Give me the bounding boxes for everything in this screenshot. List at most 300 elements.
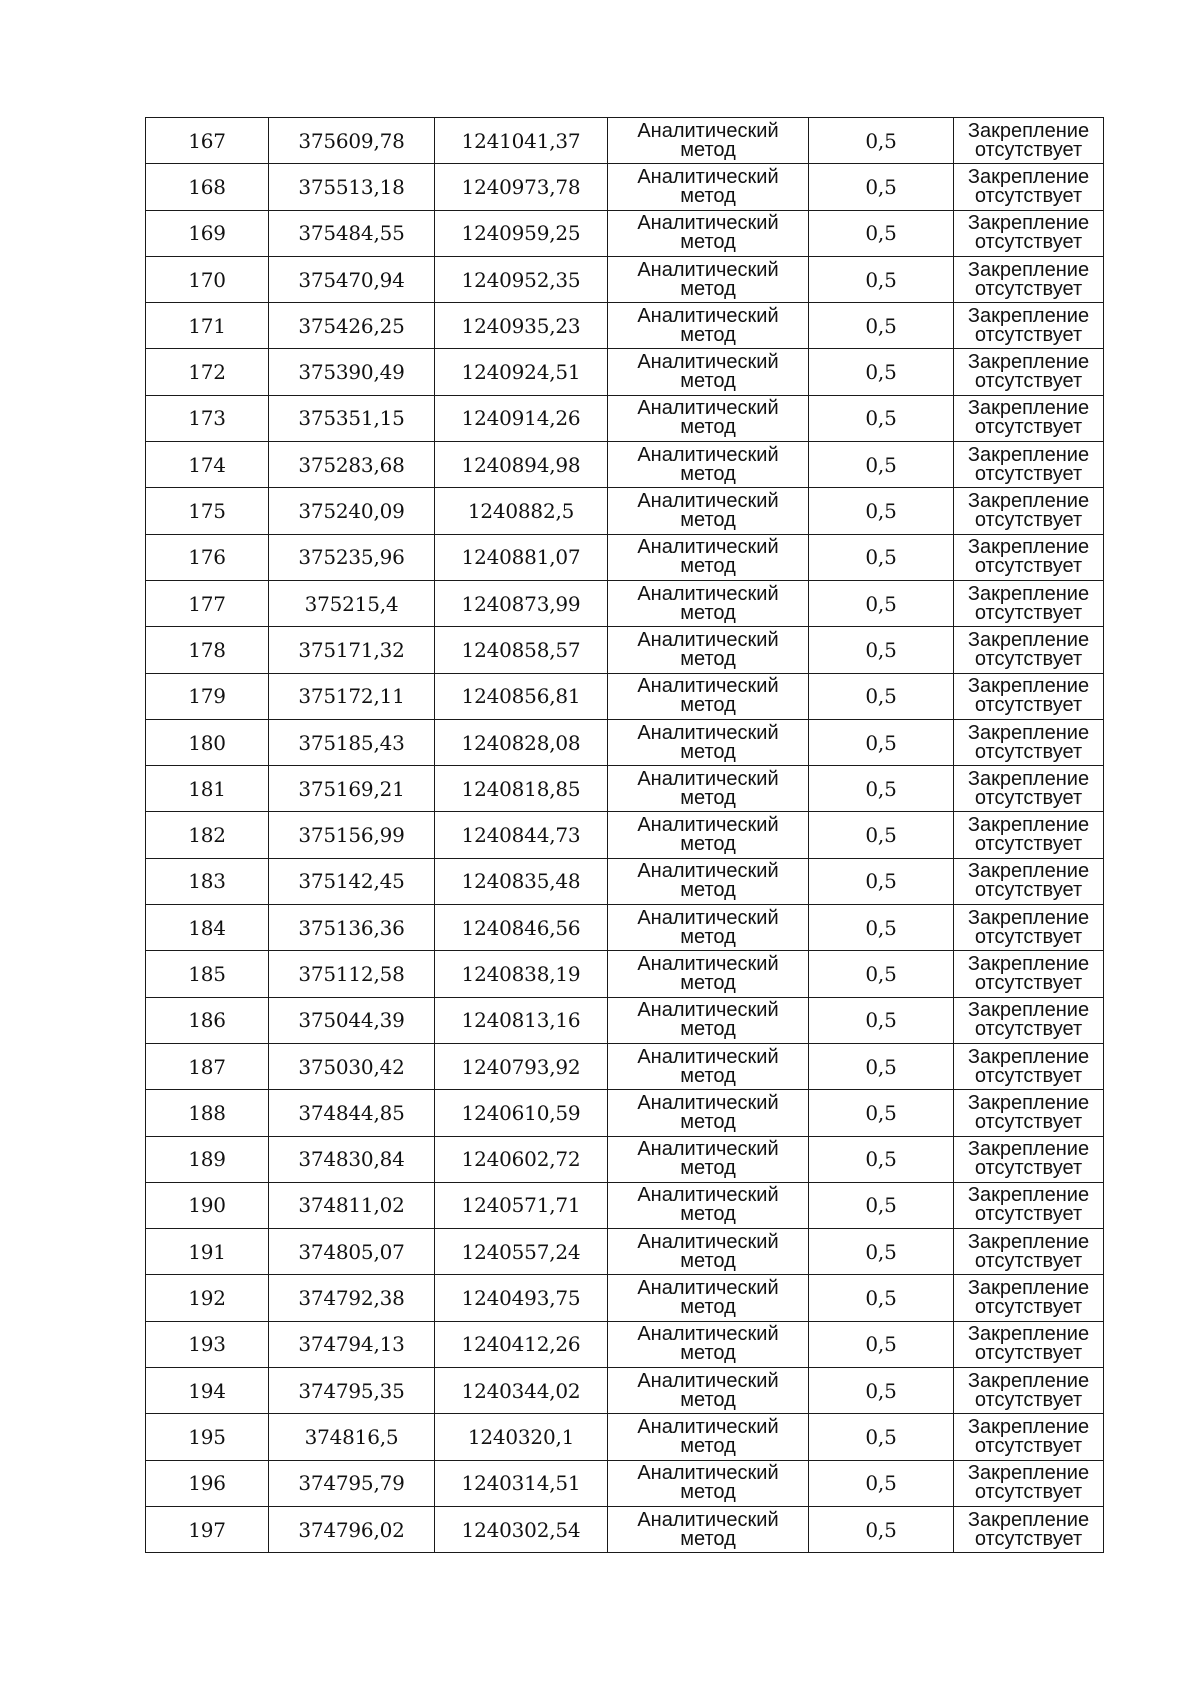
fixation-cell-line-2: отсутствует xyxy=(974,1296,1083,1319)
y-coordinate-cell: 1240557,24 xyxy=(435,1229,608,1275)
y-coordinate-cell: 1240835,48 xyxy=(435,858,608,904)
accuracy-cell: 0,5 xyxy=(809,256,954,302)
fixation-cell-line-2: отсутствует xyxy=(974,1388,1083,1411)
accuracy-cell: 0,5 xyxy=(809,858,954,904)
x-coordinate-cell: 375112,58 xyxy=(269,951,435,997)
method-cell-line-2: метод xyxy=(680,416,736,439)
method-cell xyxy=(608,905,809,951)
method-cell xyxy=(608,164,809,210)
fixation-cell xyxy=(954,997,1104,1043)
x-coordinate-cell: 375351,15 xyxy=(269,395,435,441)
accuracy-cell: 0,5 xyxy=(809,1043,954,1089)
fixation-cell-line-2: отсутствует xyxy=(974,138,1083,161)
fixation-cell-line-2: отсутствует xyxy=(974,231,1083,254)
fixation-cell-line-1: Закрепление xyxy=(967,304,1090,327)
fixation-cell-line-2: отсутствует xyxy=(974,462,1083,485)
table-row xyxy=(146,488,1104,534)
x-coordinate-cell: 374794,13 xyxy=(269,1321,435,1367)
method-cell-line-2: метод xyxy=(680,786,736,809)
table-row xyxy=(146,1506,1104,1552)
table-row xyxy=(146,1414,1104,1460)
y-coordinate-cell: 1240873,99 xyxy=(435,580,608,626)
method-cell xyxy=(608,210,809,256)
y-coordinate-cell: 1241041,37 xyxy=(435,118,608,164)
fixation-cell-line-1: Закрепление xyxy=(967,119,1090,142)
method-cell-line-1: Аналитический xyxy=(637,1184,779,1207)
method-cell-line-1: Аналитический xyxy=(637,536,779,559)
fixation-cell-line-1: Закрепление xyxy=(967,1045,1090,1068)
method-cell-line-2: метод xyxy=(680,1296,736,1319)
method-cell-line-1: Аналитический xyxy=(637,212,779,235)
x-coordinate-cell: 375142,45 xyxy=(269,858,435,904)
x-coordinate-cell: 374830,84 xyxy=(269,1136,435,1182)
x-coordinate-cell: 374844,85 xyxy=(269,1090,435,1136)
fixation-cell-line-1: Закрепление xyxy=(967,767,1090,790)
method-cell-line-2: метод xyxy=(680,323,736,346)
fixation-cell-line-2: отсутствует xyxy=(974,1064,1083,1087)
table-row xyxy=(146,905,1104,951)
method-cell-line-2: метод xyxy=(680,555,736,578)
x-coordinate-cell: 375390,49 xyxy=(269,349,435,395)
fixation-cell-line-1: Закрепление xyxy=(967,1415,1090,1438)
fixation-cell-line-2: отсутствует xyxy=(974,971,1083,994)
fixation-cell-line-2: отсутствует xyxy=(974,647,1083,670)
fixation-cell xyxy=(954,627,1104,673)
fixation-cell-line-2: отсутствует xyxy=(974,509,1083,532)
y-coordinate-cell: 1240838,19 xyxy=(435,951,608,997)
table-row xyxy=(146,1182,1104,1228)
y-coordinate-cell: 1240412,26 xyxy=(435,1321,608,1367)
method-cell-line-2: метод xyxy=(680,1064,736,1087)
fixation-cell-line-1: Закрепление xyxy=(967,397,1090,420)
fixation-cell xyxy=(954,951,1104,997)
method-cell xyxy=(608,534,809,580)
x-coordinate-cell: 374805,07 xyxy=(269,1229,435,1275)
table-row xyxy=(146,1275,1104,1321)
fixation-cell-line-2: отсутствует xyxy=(974,786,1083,809)
method-cell xyxy=(608,627,809,673)
method-cell-line-1: Аналитический xyxy=(637,258,779,281)
fixation-cell-line-2: отсутствует xyxy=(974,1434,1083,1457)
fixation-cell xyxy=(954,118,1104,164)
accuracy-cell: 0,5 xyxy=(809,719,954,765)
y-coordinate-cell: 1240302,54 xyxy=(435,1506,608,1552)
accuracy-cell: 0,5 xyxy=(809,673,954,719)
fixation-cell-line-1: Закрепление xyxy=(967,258,1090,281)
fixation-cell xyxy=(954,164,1104,210)
point-number-cell: 177 xyxy=(146,580,269,626)
accuracy-cell: 0,5 xyxy=(809,997,954,1043)
method-cell-line-1: Аналитический xyxy=(637,952,779,975)
fixation-cell-line-1: Закрепление xyxy=(967,536,1090,559)
fixation-cell-line-2: отсутствует xyxy=(974,323,1083,346)
method-cell-line-1: Аналитический xyxy=(637,582,779,605)
fixation-cell xyxy=(954,1414,1104,1460)
method-cell-line-2: метод xyxy=(680,184,736,207)
fixation-cell-line-2: отсутствует xyxy=(974,370,1083,393)
table-row xyxy=(146,812,1104,858)
x-coordinate-cell: 375484,55 xyxy=(269,210,435,256)
table-row xyxy=(146,1460,1104,1506)
point-number-cell: 182 xyxy=(146,812,269,858)
method-cell-line-2: метод xyxy=(680,1203,736,1226)
y-coordinate-cell: 1240856,81 xyxy=(435,673,608,719)
fixation-cell-line-2: отсутствует xyxy=(974,833,1083,856)
method-cell-line-1: Аналитический xyxy=(637,304,779,327)
fixation-cell-line-2: отсутствует xyxy=(974,601,1083,624)
method-cell-line-2: метод xyxy=(680,1434,736,1457)
fixation-cell-line-1: Закрепление xyxy=(967,1508,1090,1531)
point-number-cell: 186 xyxy=(146,997,269,1043)
point-number-cell: 178 xyxy=(146,627,269,673)
y-coordinate-cell: 1240882,5 xyxy=(435,488,608,534)
x-coordinate-cell: 375215,4 xyxy=(269,580,435,626)
method-cell-line-1: Аналитический xyxy=(637,999,779,1022)
y-coordinate-cell: 1240894,98 xyxy=(435,442,608,488)
method-cell-line-1: Аналитический xyxy=(637,860,779,883)
y-coordinate-cell: 1240610,59 xyxy=(435,1090,608,1136)
x-coordinate-cell: 375426,25 xyxy=(269,303,435,349)
point-number-cell: 184 xyxy=(146,905,269,951)
method-cell xyxy=(608,118,809,164)
x-coordinate-cell: 375136,36 xyxy=(269,905,435,951)
table-row xyxy=(146,534,1104,580)
fixation-cell-line-1: Закрепление xyxy=(967,1277,1090,1300)
method-cell-line-2: метод xyxy=(680,509,736,532)
accuracy-cell: 0,5 xyxy=(809,442,954,488)
point-number-cell: 193 xyxy=(146,1321,269,1367)
fixation-cell-line-2: отсутствует xyxy=(974,1342,1083,1365)
method-cell-line-1: Аналитический xyxy=(637,1323,779,1346)
accuracy-cell: 0,5 xyxy=(809,395,954,441)
accuracy-cell: 0,5 xyxy=(809,1460,954,1506)
accuracy-cell: 0,5 xyxy=(809,951,954,997)
method-cell-line-1: Аналитический xyxy=(637,165,779,188)
x-coordinate-cell: 374816,5 xyxy=(269,1414,435,1460)
table-row xyxy=(146,303,1104,349)
table-body xyxy=(146,118,1104,1553)
method-cell-line-2: метод xyxy=(680,1157,736,1180)
point-number-cell: 187 xyxy=(146,1043,269,1089)
fixation-cell xyxy=(954,1090,1104,1136)
fixation-cell-line-1: Закрепление xyxy=(967,860,1090,883)
y-coordinate-cell: 1240858,57 xyxy=(435,627,608,673)
method-cell xyxy=(608,673,809,719)
method-cell-line-2: метод xyxy=(680,462,736,485)
y-coordinate-cell: 1240571,71 xyxy=(435,1182,608,1228)
method-cell xyxy=(608,719,809,765)
table-row xyxy=(146,1229,1104,1275)
y-coordinate-cell: 1240828,08 xyxy=(435,719,608,765)
accuracy-cell: 0,5 xyxy=(809,1368,954,1414)
y-coordinate-cell: 1240818,85 xyxy=(435,766,608,812)
method-cell xyxy=(608,1136,809,1182)
method-cell-line-2: метод xyxy=(680,277,736,300)
fixation-cell xyxy=(954,1321,1104,1367)
accuracy-cell: 0,5 xyxy=(809,1414,954,1460)
accuracy-cell: 0,5 xyxy=(809,488,954,534)
method-cell-line-1: Аналитический xyxy=(637,628,779,651)
table-row xyxy=(146,673,1104,719)
x-coordinate-cell: 375240,09 xyxy=(269,488,435,534)
table-row xyxy=(146,256,1104,302)
table-row xyxy=(146,1136,1104,1182)
point-number-cell: 188 xyxy=(146,1090,269,1136)
fixation-cell xyxy=(954,905,1104,951)
fixation-cell xyxy=(954,1506,1104,1552)
point-number-cell: 196 xyxy=(146,1460,269,1506)
method-cell xyxy=(608,1182,809,1228)
x-coordinate-cell: 375172,11 xyxy=(269,673,435,719)
method-cell-line-1: Аналитический xyxy=(637,397,779,420)
fixation-cell xyxy=(954,1043,1104,1089)
accuracy-cell: 0,5 xyxy=(809,1136,954,1182)
table-row xyxy=(146,164,1104,210)
accuracy-cell: 0,5 xyxy=(809,627,954,673)
table-row xyxy=(146,858,1104,904)
fixation-cell-line-1: Закрепление xyxy=(967,351,1090,374)
method-cell xyxy=(608,997,809,1043)
method-cell xyxy=(608,1229,809,1275)
x-coordinate-cell: 375185,43 xyxy=(269,719,435,765)
table-row xyxy=(146,395,1104,441)
method-cell-line-1: Аналитический xyxy=(637,443,779,466)
point-number-cell: 169 xyxy=(146,210,269,256)
table-row xyxy=(146,997,1104,1043)
point-number-cell: 197 xyxy=(146,1506,269,1552)
method-cell-line-1: Аналитический xyxy=(637,1508,779,1531)
fixation-cell-line-2: отсутствует xyxy=(974,1203,1083,1226)
fixation-cell xyxy=(954,673,1104,719)
method-cell-line-2: метод xyxy=(680,925,736,948)
x-coordinate-cell: 374811,02 xyxy=(269,1182,435,1228)
y-coordinate-cell: 1240924,51 xyxy=(435,349,608,395)
x-coordinate-cell: 374796,02 xyxy=(269,1506,435,1552)
method-cell-line-1: Аналитический xyxy=(637,767,779,790)
accuracy-cell: 0,5 xyxy=(809,766,954,812)
accuracy-cell: 0,5 xyxy=(809,164,954,210)
point-number-cell: 176 xyxy=(146,534,269,580)
accuracy-cell: 0,5 xyxy=(809,580,954,626)
method-cell-line-1: Аналитический xyxy=(637,814,779,837)
method-cell-line-2: метод xyxy=(680,1388,736,1411)
method-cell-line-2: метод xyxy=(680,138,736,161)
point-number-cell: 181 xyxy=(146,766,269,812)
method-cell xyxy=(608,580,809,626)
accuracy-cell: 0,5 xyxy=(809,905,954,951)
fixation-cell-line-1: Закрепление xyxy=(967,443,1090,466)
fixation-cell-line-2: отсутствует xyxy=(974,1157,1083,1180)
method-cell-line-2: метод xyxy=(680,740,736,763)
method-cell-line-2: метод xyxy=(680,647,736,670)
accuracy-cell: 0,5 xyxy=(809,1275,954,1321)
y-coordinate-cell: 1240973,78 xyxy=(435,164,608,210)
fixation-cell-line-1: Закрепление xyxy=(967,1369,1090,1392)
method-cell xyxy=(608,1275,809,1321)
accuracy-cell: 0,5 xyxy=(809,812,954,858)
method-cell xyxy=(608,1368,809,1414)
x-coordinate-cell: 375470,94 xyxy=(269,256,435,302)
method-cell-line-1: Аналитический xyxy=(637,1138,779,1161)
method-cell-line-1: Аналитический xyxy=(637,1277,779,1300)
table-row xyxy=(146,580,1104,626)
x-coordinate-cell: 375044,39 xyxy=(269,997,435,1043)
x-coordinate-cell: 375169,21 xyxy=(269,766,435,812)
y-coordinate-cell: 1240344,02 xyxy=(435,1368,608,1414)
accuracy-cell: 0,5 xyxy=(809,1090,954,1136)
method-cell-line-2: метод xyxy=(680,1527,736,1550)
point-number-cell: 170 xyxy=(146,256,269,302)
fixation-cell-line-1: Закрепление xyxy=(967,814,1090,837)
fixation-cell xyxy=(954,812,1104,858)
method-cell xyxy=(608,1414,809,1460)
accuracy-cell: 0,5 xyxy=(809,118,954,164)
fixation-cell xyxy=(954,395,1104,441)
method-cell-line-1: Аналитический xyxy=(637,721,779,744)
method-cell-line-2: метод xyxy=(680,1481,736,1504)
fixation-cell-line-1: Закрепление xyxy=(967,1323,1090,1346)
method-cell-line-2: метод xyxy=(680,1110,736,1133)
point-number-cell: 174 xyxy=(146,442,269,488)
fixation-cell-line-1: Закрепление xyxy=(967,165,1090,188)
fixation-cell xyxy=(954,766,1104,812)
fixation-cell xyxy=(954,442,1104,488)
fixation-cell-line-1: Закрепление xyxy=(967,721,1090,744)
y-coordinate-cell: 1240320,1 xyxy=(435,1414,608,1460)
method-cell xyxy=(608,951,809,997)
x-coordinate-cell: 375609,78 xyxy=(269,118,435,164)
point-number-cell: 172 xyxy=(146,349,269,395)
fixation-cell-line-1: Закрепление xyxy=(967,675,1090,698)
point-number-cell: 179 xyxy=(146,673,269,719)
method-cell-line-2: метод xyxy=(680,601,736,624)
x-coordinate-cell: 375171,32 xyxy=(269,627,435,673)
table-row xyxy=(146,1321,1104,1367)
point-number-cell: 168 xyxy=(146,164,269,210)
method-cell-line-2: метод xyxy=(680,971,736,994)
fixation-cell-line-2: отсутствует xyxy=(974,1110,1083,1133)
method-cell-line-1: Аналитический xyxy=(637,1091,779,1114)
fixation-cell xyxy=(954,1229,1104,1275)
method-cell xyxy=(608,1090,809,1136)
method-cell-line-2: метод xyxy=(680,694,736,717)
method-cell-line-2: метод xyxy=(680,879,736,902)
fixation-cell-line-2: отсутствует xyxy=(974,1018,1083,1041)
method-cell xyxy=(608,858,809,904)
method-cell xyxy=(608,1460,809,1506)
fixation-cell xyxy=(954,1460,1104,1506)
accuracy-cell: 0,5 xyxy=(809,1229,954,1275)
method-cell-line-1: Аналитический xyxy=(637,1369,779,1392)
y-coordinate-cell: 1240846,56 xyxy=(435,905,608,951)
point-number-cell: 175 xyxy=(146,488,269,534)
method-cell xyxy=(608,395,809,441)
fixation-cell-line-2: отсутствует xyxy=(974,694,1083,717)
y-coordinate-cell: 1240602,72 xyxy=(435,1136,608,1182)
y-coordinate-cell: 1240793,92 xyxy=(435,1043,608,1089)
point-number-cell: 189 xyxy=(146,1136,269,1182)
method-cell-line-1: Аналитический xyxy=(637,119,779,142)
accuracy-cell: 0,5 xyxy=(809,349,954,395)
fixation-cell xyxy=(954,1275,1104,1321)
method-cell-line-1: Аналитический xyxy=(637,351,779,374)
accuracy-cell: 0,5 xyxy=(809,1506,954,1552)
fixation-cell xyxy=(954,488,1104,534)
method-cell-line-2: метод xyxy=(680,1342,736,1365)
fixation-cell xyxy=(954,858,1104,904)
point-number-cell: 195 xyxy=(146,1414,269,1460)
point-number-cell: 185 xyxy=(146,951,269,997)
x-coordinate-cell: 375235,96 xyxy=(269,534,435,580)
point-number-cell: 192 xyxy=(146,1275,269,1321)
y-coordinate-cell: 1240935,23 xyxy=(435,303,608,349)
y-coordinate-cell: 1240952,35 xyxy=(435,256,608,302)
x-coordinate-cell: 375283,68 xyxy=(269,442,435,488)
method-cell xyxy=(608,812,809,858)
method-cell-line-1: Аналитический xyxy=(637,490,779,513)
fixation-cell-line-2: отсутствует xyxy=(974,555,1083,578)
table-row xyxy=(146,951,1104,997)
fixation-cell xyxy=(954,1368,1104,1414)
fixation-cell xyxy=(954,349,1104,395)
fixation-cell xyxy=(954,719,1104,765)
fixation-cell-line-1: Закрепление xyxy=(967,1184,1090,1207)
x-coordinate-cell: 375156,99 xyxy=(269,812,435,858)
method-cell-line-2: метод xyxy=(680,1018,736,1041)
method-cell xyxy=(608,488,809,534)
method-cell-line-2: метод xyxy=(680,231,736,254)
table-row xyxy=(146,1043,1104,1089)
accuracy-cell: 0,5 xyxy=(809,1182,954,1228)
method-cell xyxy=(608,256,809,302)
fixation-cell-line-2: отсутствует xyxy=(974,925,1083,948)
point-number-cell: 191 xyxy=(146,1229,269,1275)
table-row xyxy=(146,118,1104,164)
point-number-cell: 190 xyxy=(146,1182,269,1228)
fixation-cell-line-1: Закрепление xyxy=(967,1230,1090,1253)
method-cell xyxy=(608,349,809,395)
accuracy-cell: 0,5 xyxy=(809,534,954,580)
point-number-cell: 183 xyxy=(146,858,269,904)
x-coordinate-cell: 374795,35 xyxy=(269,1368,435,1414)
method-cell-line-1: Аналитический xyxy=(637,1415,779,1438)
fixation-cell-line-2: отсутствует xyxy=(974,1481,1083,1504)
fixation-cell-line-1: Закрепление xyxy=(967,1091,1090,1114)
x-coordinate-cell: 374795,79 xyxy=(269,1460,435,1506)
y-coordinate-cell: 1240314,51 xyxy=(435,1460,608,1506)
fixation-cell xyxy=(954,303,1104,349)
y-coordinate-cell: 1240493,75 xyxy=(435,1275,608,1321)
fixation-cell-line-2: отсутствует xyxy=(974,879,1083,902)
method-cell xyxy=(608,1321,809,1367)
x-coordinate-cell: 374792,38 xyxy=(269,1275,435,1321)
table-row xyxy=(146,1368,1104,1414)
fixation-cell-line-1: Закрепление xyxy=(967,1138,1090,1161)
fixation-cell-line-1: Закрепление xyxy=(967,628,1090,651)
fixation-cell-line-2: отсутствует xyxy=(974,1527,1083,1550)
fixation-cell-line-1: Закрепление xyxy=(967,490,1090,513)
point-number-cell: 171 xyxy=(146,303,269,349)
method-cell-line-2: метод xyxy=(680,1249,736,1272)
fixation-cell-line-1: Закрепление xyxy=(967,1462,1090,1485)
y-coordinate-cell: 1240881,07 xyxy=(435,534,608,580)
method-cell xyxy=(608,442,809,488)
y-coordinate-cell: 1240959,25 xyxy=(435,210,608,256)
method-cell xyxy=(608,766,809,812)
method-cell-line-1: Аналитический xyxy=(637,906,779,929)
fixation-cell xyxy=(954,256,1104,302)
point-number-cell: 173 xyxy=(146,395,269,441)
